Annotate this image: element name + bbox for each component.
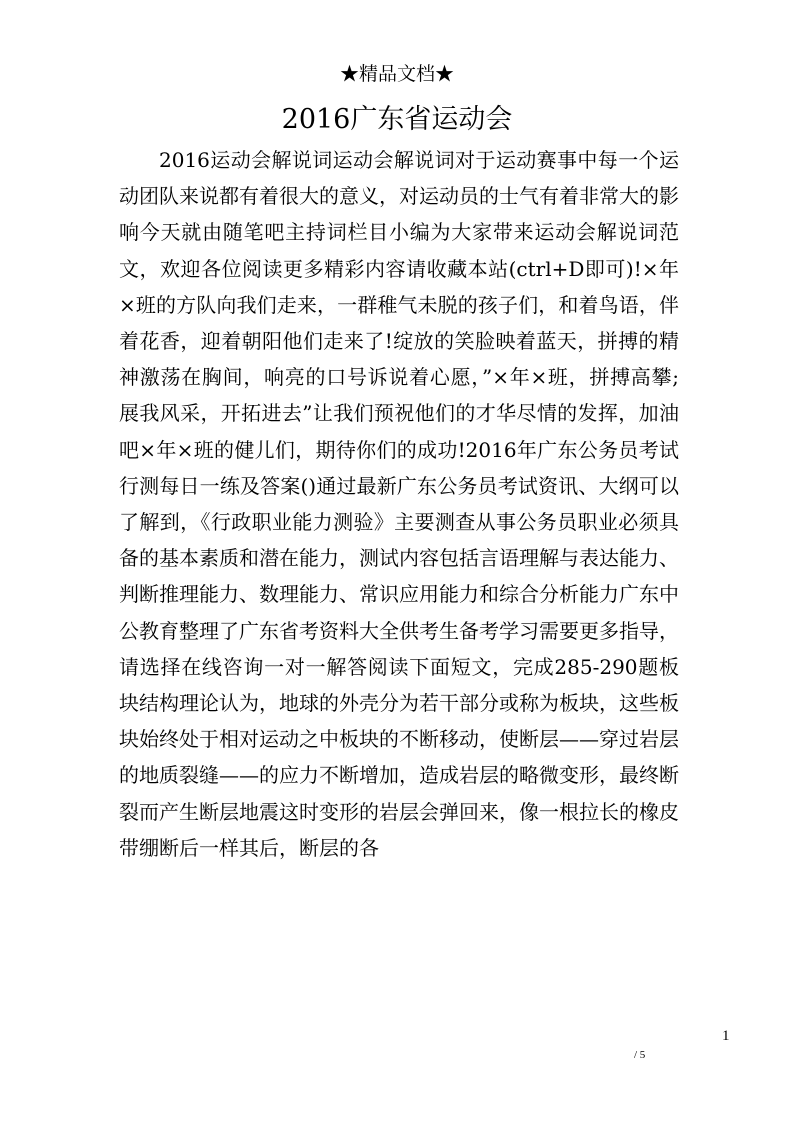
document-title: 2016广东省运动会	[281, 104, 513, 135]
page-number: 1	[722, 1028, 730, 1044]
body-paragraph: 2016运动会解说词运动会解说词对于运动赛事中每一个运动团队来说都有着很大的意义，对运动员的士气有着非常大的影响今天就由随笔吧主持词栏目小编为大家带来运动会解说词范文，欢迎各位阅读更多精彩内容请收藏本站(ctrl+D即可)!×年×班的方队向我们走来，一群稚气未脱的孩子们，和着鸟语，伴着花香，迎着朝阳他们走来了!绽放的笑脸映着蓝天，拼搏的精神激荡在胸间，响亮的口号诉说着心愿，”×年×班，拼搏高攀;展我风采，开拓进去”让我们预祝他们的才华尽情的发挥，加油吧×年×班的健儿们，期待你们的成功!2016年广东公务员考试行测每日一练及答案()通过最新广东公务员考试资讯、大纲可以了解到，《行政职业能力测验》主要测查从事公务员职业必须具备的基本素质和潜在能力，测试内容包括言语理解与表达能力、判断推理能力、数理能力、常识应用能力和综合分析能力广东中公教育整理了广东省考资料大全供考生备考学习需要更多指导，请选择在线咨询一对一解答阅读下面短文，完成285-290题板块结构理论认为，地球的外壳分为若干部分或称为板块，这些板块始终处于相对运动之中板块的不断移动，使断层——穿过岩层的地质裂缝——的应力不断增加，造成岩层的略微变形，最终断裂而产生断层地震这时变形的岩层会弹回来，像一根拉长的橡皮带绷断后一样其后，断层的各	[119, 148, 679, 860]
page-total: / 5	[634, 1049, 646, 1061]
page-header: ★精品文档★	[339, 63, 454, 85]
